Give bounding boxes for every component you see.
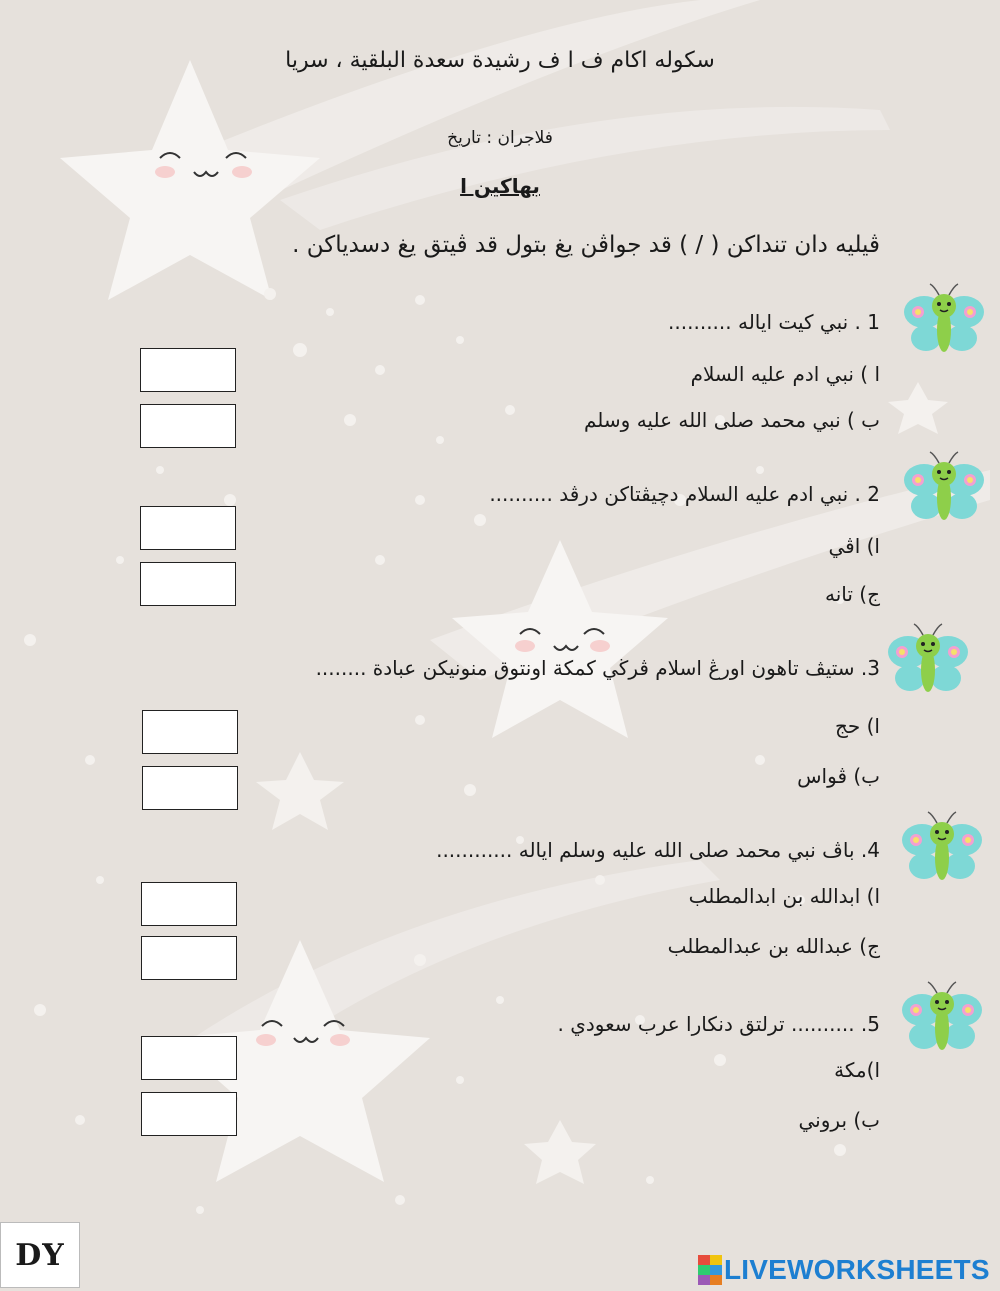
q5-answer-box-b[interactable] (141, 1092, 237, 1136)
q3-answer-box-a[interactable] (142, 710, 238, 754)
butterfly-icon (886, 620, 970, 704)
question-2: 2 . نبي ادم عليه السلام دچيڤتاكن درڤد .......... (489, 482, 880, 506)
q4-answer-box-a[interactable] (141, 882, 237, 926)
liveworksheets-icon (698, 1255, 722, 1285)
q5-answer-box-a[interactable] (141, 1036, 237, 1080)
q1-option-a: ا ) نبي ادم عليه السلام (690, 362, 880, 386)
question-3: 3. ستيڤ تاهون اورڠ اسلام ڤرڬي كمكة اونتوق منونيكن عبادة ........ (315, 656, 880, 680)
q3-answer-box-b[interactable] (142, 766, 238, 810)
q5-option-b: ب) بروني (798, 1108, 880, 1132)
question-4: 4. باڤ نبي محمد صلى الله عليه وسلم اياله ............ (436, 838, 880, 862)
date-line: فلاجران : تاريخ (447, 128, 553, 148)
butterfly-icon (900, 978, 984, 1062)
question-1: 1 . نبي كيت اياله .......... (668, 310, 880, 334)
q4-option-c: ج) عبدالله بن عبدالمطلب (667, 934, 880, 958)
butterfly-icon (902, 448, 986, 532)
q3-option-a: ا) حج (835, 714, 880, 738)
q3-option-b: ب) ڤواس (797, 764, 880, 788)
q2-option-c: ج) تانه (824, 582, 880, 606)
q1-answer-box-a[interactable] (140, 348, 236, 392)
q1-answer-box-b[interactable] (140, 404, 236, 448)
q4-answer-box-c[interactable] (141, 936, 237, 980)
q1-option-b: ب ) نبي محمد صلى الله عليه وسلم (583, 408, 880, 432)
q2-answer-box-a[interactable] (140, 506, 236, 550)
butterfly-icon (900, 808, 984, 892)
q2-answer-box-c[interactable] (140, 562, 236, 606)
q2-option-a: ا) اڤي (828, 534, 880, 558)
question-5: 5. .......... ترلتق دنكارا عرب سعودي . (557, 1012, 880, 1036)
dy-logo: DY (0, 1222, 80, 1288)
q4-option-a: ا) ابدالله بن ابدالمطلب (688, 884, 880, 908)
q5-option-a: ا)مكة (834, 1058, 880, 1082)
instruction-text: ڤيليه دان تنداكن ( / ) قد جواڤن يغ بتول قد ڤيتق يغ دسدياكن . (292, 232, 880, 258)
butterfly-icon (902, 280, 986, 364)
part-title: بهاكين ا (460, 174, 540, 198)
liveworksheets-brand: LIVEWORKSHEETS (724, 1254, 990, 1285)
liveworksheets-logo[interactable] (698, 1254, 990, 1286)
school-name: سكوله اكام ف ا ف رشيدة سعدة البلقية ، سريا (285, 48, 715, 73)
